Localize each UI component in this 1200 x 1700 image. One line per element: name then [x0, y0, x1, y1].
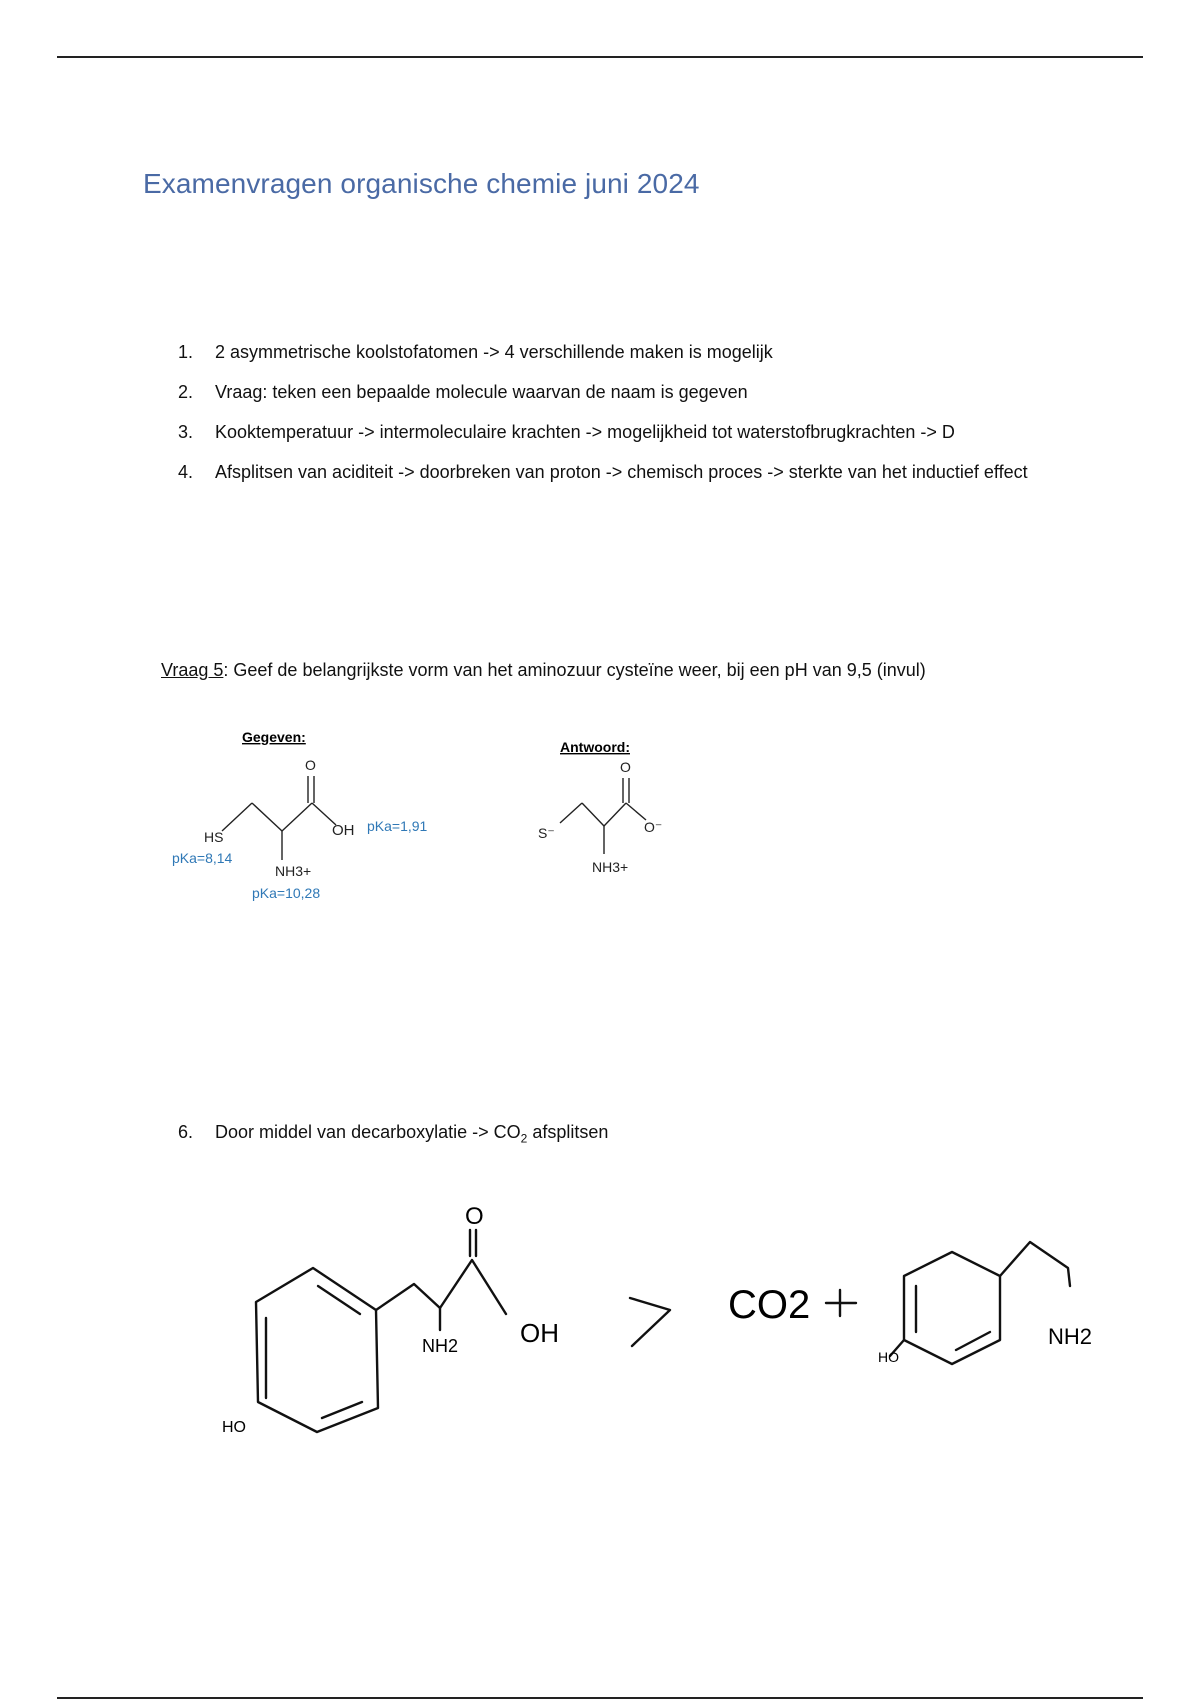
question-5-text: : Geef de belangrijkste vorm van het aminozuur cysteïne weer, bij een pH van 9,5 (invul)	[223, 660, 926, 680]
answer-heading: Antwoord:	[560, 739, 630, 755]
list-item	[178, 332, 1078, 372]
list-text: Vraag: teken een bepaalde molecule waarvan de naam is gegeven	[215, 382, 748, 402]
drawing-nh2-label: NH2	[422, 1336, 459, 1356]
given-structure	[160, 720, 480, 915]
list-text: Kooktemperatuur -> intermoleculaire krachten -> mogelijkheid tot waterstofbrugkrachten -> D	[215, 422, 955, 442]
list-item	[178, 412, 1078, 452]
top-rule	[57, 56, 1143, 58]
pka-amine: pKa=10,28	[252, 885, 321, 901]
list-number: 1.	[178, 342, 194, 362]
given-oh-label: OH	[332, 822, 355, 839]
answer-nh3-label: NH3+	[592, 859, 629, 875]
answer-structure	[520, 730, 720, 915]
drawing-product-nh2-label: NH2	[1048, 1324, 1093, 1349]
pka-thiol: pKa=8,14	[172, 850, 233, 866]
question-list	[178, 332, 1078, 492]
question-6-text-after: afsplitsen	[527, 1122, 609, 1142]
drawing-oh-label: OH	[520, 1318, 559, 1348]
question-6-subscript: 2	[520, 1131, 528, 1146]
answer-o-label: O	[620, 759, 631, 775]
list-text: Afsplitsen van aciditeit -> doorbreken van proton -> chemisch proces -> sterkte van het inductief effect	[215, 462, 1028, 482]
page-title: Examenvragen organische chemie juni 2024	[143, 168, 700, 199]
list-item	[178, 452, 1078, 492]
question-5-heading	[161, 660, 926, 681]
given-heading: Gegeven:	[242, 729, 306, 745]
drawing-ho-label: HO	[222, 1419, 246, 1436]
list-number: 6.	[178, 1122, 194, 1142]
drawing-product-ho-label: HO	[878, 1349, 899, 1365]
list-item	[178, 372, 1078, 412]
given-hs-label: HS	[204, 829, 224, 845]
list-number: 3.	[178, 422, 194, 442]
pka-acid: pKa=1,91	[367, 818, 428, 834]
question-6-text-before: Door middel van decarboxylatie -> CO	[215, 1122, 521, 1142]
list-text: 2 asymmetrische koolstofatomen -> 4 verschillende maken is mogelijk	[215, 342, 773, 362]
decarboxylation-drawing	[200, 1190, 1120, 1455]
answer-o-minus-label: O⁻	[644, 819, 663, 835]
given-nh3-label: NH3+	[275, 863, 312, 879]
question-6-text	[215, 1122, 608, 1146]
drawing-o-label: O	[465, 1203, 484, 1230]
answer-s-minus-label: S⁻	[538, 825, 555, 841]
list-number: 2.	[178, 382, 194, 402]
given-o-label: O	[305, 757, 316, 773]
list-number: 4.	[178, 462, 194, 482]
drawing-co2-label: CO2	[728, 1283, 811, 1327]
bottom-rule	[57, 1697, 1143, 1699]
question-5-label: Vraag 5	[161, 660, 224, 680]
question-6	[178, 1122, 608, 1146]
